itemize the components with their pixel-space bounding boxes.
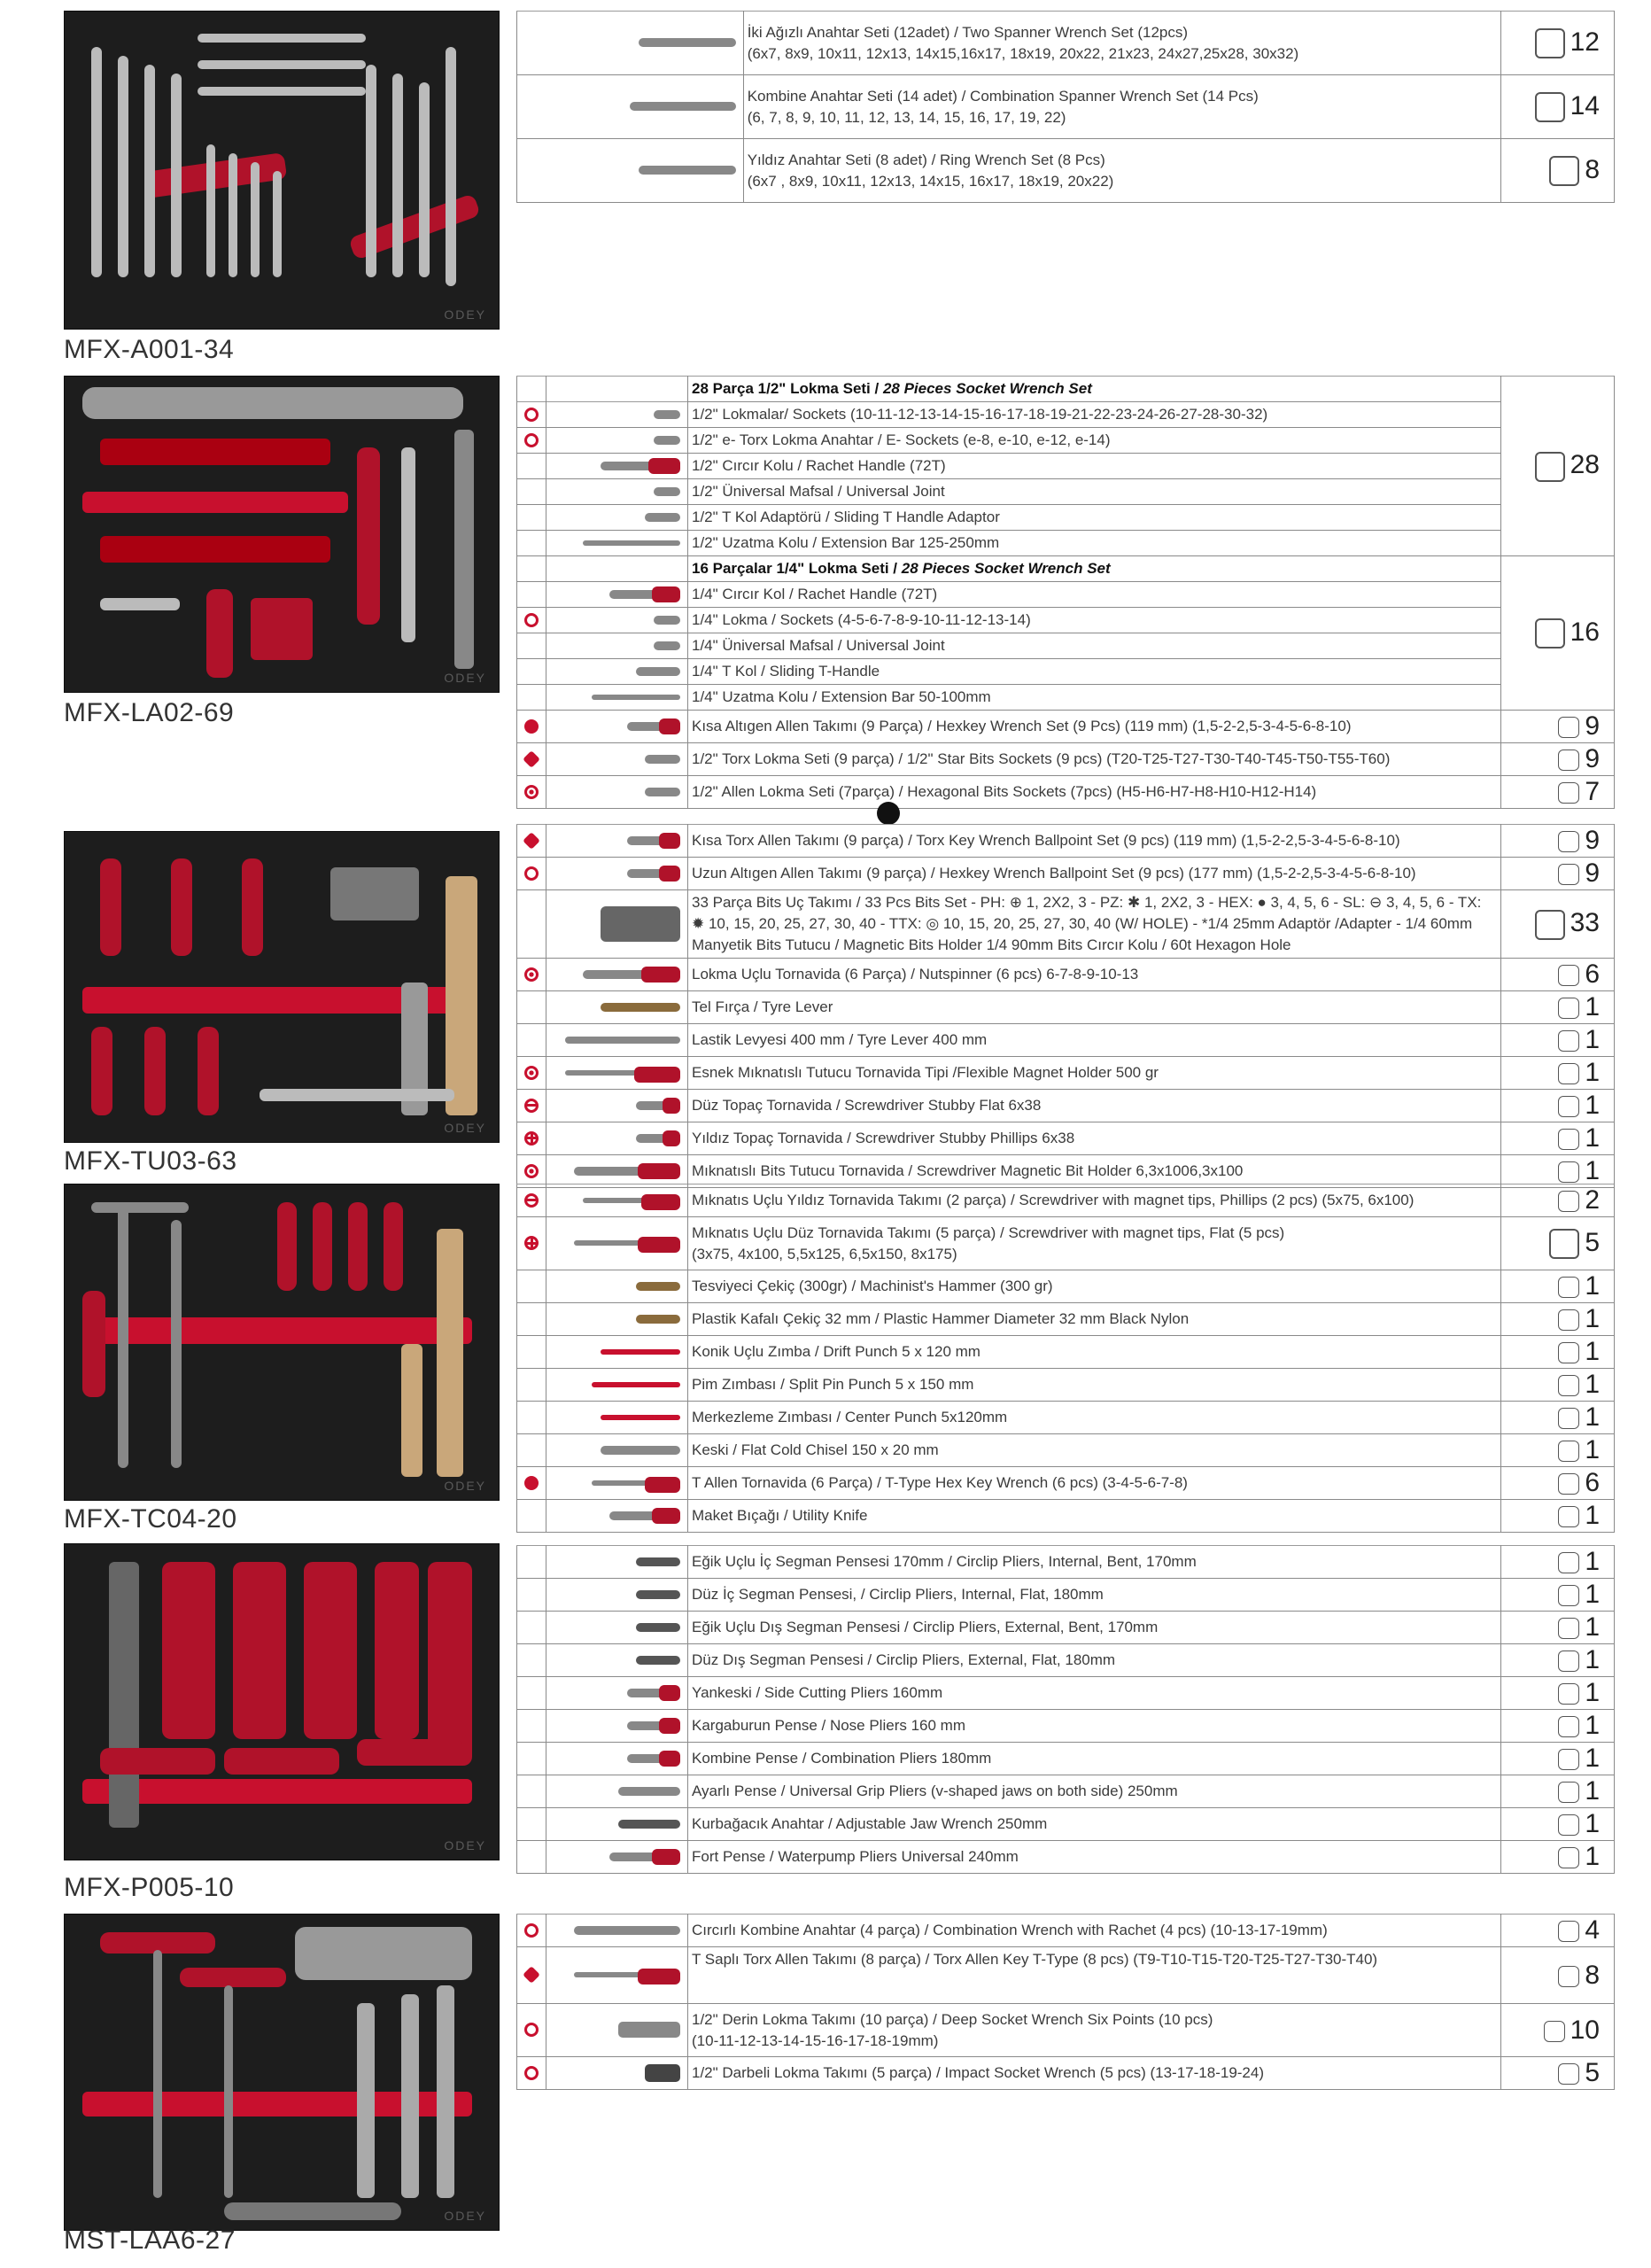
puzzle-icon: [1535, 92, 1565, 122]
tray-photo-punches: [64, 1184, 500, 1501]
puzzle-icon: [1558, 1063, 1579, 1084]
spec-table-sockets: [516, 376, 1615, 809]
table-row: 1/2" e- Torx Lokma Anahtar / E- Sockets (e-8, e-10, e-12, e-14): [517, 428, 1615, 454]
table-row: 1/2" Torx Lokma Seti (9 parça) / 1/2" Star Bits Sockets (9 pcs) (T20-T25-T27-T30-T40-T45-T50-T55-T60) 9: [517, 743, 1615, 776]
puzzle-icon: [1558, 1683, 1579, 1705]
spec-table-screwdrivers: [516, 824, 1615, 1188]
tray-code: MFX-P005-10: [64, 1873, 235, 1902]
puzzle-icon: [1558, 717, 1579, 738]
table-row: 1/2" T Kol Adaptörü / Sliding T Handle Adaptor: [517, 505, 1615, 531]
puzzle-icon: [1558, 1651, 1579, 1672]
table-row: Uzun Altıgen Allen Takımı (9 parça) / Hexkey Wrench Ballpoint Set (9 pcs) (177 mm) (1,5-2-2,5-3-4-5-6-8-10) 9: [517, 858, 1615, 890]
puzzle-icon: [1558, 965, 1579, 986]
puzzle-icon: [1558, 1749, 1579, 1770]
table-row: Konik Uçlu Zımba / Drift Punch 5 x 120 mm 1: [517, 1336, 1615, 1369]
table-row: Plastik Kafalı Çekiç 32 mm / Plastic Hammer Diameter 32 mm Black Nylon 1: [517, 1303, 1615, 1336]
puzzle-icon: [1558, 1342, 1579, 1363]
puzzle-icon: [1558, 1408, 1579, 1429]
table-row: Esnek Mıknatıslı Tutucu Tornavida Tipi /Flexible Magnet Holder 500 gr 1: [517, 1057, 1615, 1090]
table-row: Düz İç Segman Pensesi, / Circlip Pliers, Internal, Flat, 180mm 1: [517, 1579, 1615, 1612]
table-row: Eğik Uçlu Dış Segman Pensesi / Circlip Pliers, External, Bent, 170mm 1: [517, 1612, 1615, 1644]
hex-key-icon: [524, 866, 539, 881]
puzzle-icon: [1558, 864, 1579, 885]
hex-key-icon: [524, 719, 539, 734]
puzzle-icon: [1558, 1129, 1579, 1150]
table-row: 16 Parçalar 1/4" Lokma Seti / 28 Pieces Socket Wrench Set 16: [517, 556, 1615, 582]
puzzle-icon: [1558, 1921, 1579, 1942]
puzzle-icon: [1558, 1473, 1579, 1495]
flat-tip-icon: [524, 1099, 539, 1113]
table-row: Kısa Torx Allen Takımı (9 parça) / Torx Key Wrench Ballpoint Set (9 pcs) (119 mm) (1,5-2-2,5-3-4-5-6-8-10) 9: [517, 825, 1615, 858]
table-row: 1/4" T Kol / Sliding T-Handle: [517, 659, 1615, 685]
spec-table-spanners: [516, 11, 1615, 203]
puzzle-icon: [1558, 1161, 1579, 1183]
table-row: T Saplı Torx Allen Takımı (8 parça) / Torx Allen Key T-Type (8 pcs) (T9-T10-T15-T20-T25-T27-T30-T40) 8: [517, 1947, 1615, 2004]
puzzle-icon: [1558, 1030, 1579, 1052]
table-row: Ayarlı Pense / Universal Grip Pliers (v-shaped jaws on both side) 250mm 1: [517, 1775, 1615, 1808]
table-row: 1/4" Üniversal Mafsal / Universal Joint: [517, 633, 1615, 659]
six-point-socket-icon: [524, 2066, 539, 2080]
tray-photo-sockets: [64, 376, 500, 693]
hex-key-icon: [524, 1476, 539, 1490]
puzzle-icon: [1558, 1375, 1579, 1396]
puzzle-icon: [1535, 910, 1565, 940]
table-row: Yankeski / Side Cutting Pliers 160mm 1: [517, 1677, 1615, 1710]
table-row: 1/2" Derin Lokma Takımı (10 parça) / Deep Socket Wrench Six Points (10 pcs) (10-11-12-13-14-15-16-17-18-19mm) 10: [517, 2004, 1615, 2057]
table-row: 1/2" Darbeli Lokma Takımı (5 parça) / Impact Socket Wrench (5 pcs) (13-17-18-19-24) 5: [517, 2057, 1615, 2090]
table-row: 1/2" Lokmalar/ Sockets (10-11-12-13-14-15-16-17-18-19-21-22-23-24-26-27-28-30-32): [517, 402, 1615, 428]
table-row: Tel Fırça / Tyre Lever 1: [517, 991, 1615, 1024]
table-row: Kombine Anahtar Seti (14 adet) / Combination Spanner Wrench Set (14 Pcs) (6, 7, 8, 9, 10, 11, 12, 13, 14, 15, 16, 17, 19, 22) 14: [517, 75, 1615, 139]
table-row: İki Ağızlı Anahtar Seti (12adet) / Two Spanner Wrench Set (12pcs) (6x7, 8x9, 10x11, 12x13, 14x15,16x17, 18x19, 20x22, 21x23, 24x27,25x28, 30x32) 12: [517, 12, 1615, 75]
tray-photo-pliers: [64, 1543, 500, 1860]
tray-photo-spanners: [64, 11, 500, 330]
table-row: 1/2" Uzatma Kolu / Extension Bar 125-250mm: [517, 531, 1615, 556]
socket-tip-icon: [524, 967, 539, 982]
table-row: 1/2" Allen Lokma Seti (7parça) / Hexagonal Bits Sockets (7pcs) (H5-H6-H7-H8-H10-H12-H14) 7: [517, 776, 1615, 809]
table-row: 33 Parça Bits Uç Takımı / 33 Pcs Bits Set - PH: ⊕ 1, 2X2, 3 - PZ: ✱ 1, 2X2, 3 - HEX: ● 3, 4, 5, 6 - SL: ⊖ 3, 4, 5, 6 - TX: ✹ 10, 15, 20, 25, 27, 30, 40 - TTX: ◎ 10, 15, 20, 25, 27, 30, 40 (W/ HOLE) - *1/4 25mm Adaptör /Adapter - 1/4 60mm Manyetik Bits Tutucu / Magnetic Bits Holder 1/4 90mm Bits Cırcır Kolu / 60t Hexagon Hole 33: [517, 890, 1615, 959]
decorative-dot: [877, 802, 900, 825]
table-row: Yıldız Anahtar Seti (8 adet) / Ring Wrench Set (8 Pcs) (6x7 , 8x9, 10x11, 12x13, 14x15, 16x17, 18x19, 20x22) 8: [517, 139, 1615, 203]
table-row: Maket Bıçağı / Utility Knife 1: [517, 1500, 1615, 1533]
e-torx-icon: [524, 433, 539, 447]
table-row: 1/2" Cırcır Kolu / Rachet Handle (72T): [517, 454, 1615, 479]
brand-logo: ODEY: [444, 1121, 486, 1135]
puzzle-icon: [1558, 1618, 1579, 1639]
puzzle-icon: [1558, 1552, 1579, 1573]
puzzle-icon: [1558, 1966, 1579, 1987]
table-row: Tesviyeci Çekiç (300gr) / Machinist's Hammer (300 gr) 1: [517, 1270, 1615, 1303]
bit-holder-icon: [524, 1164, 539, 1178]
puzzle-icon: [1558, 1191, 1579, 1212]
brand-logo: ODEY: [444, 1479, 486, 1493]
puzzle-icon: [1558, 1096, 1579, 1117]
tray-photo-screwdrivers: [64, 831, 500, 1143]
spec-table-torx-deep: [516, 1914, 1615, 2090]
table-row: Cırcırlı Kombine Anahtar (4 parça) / Combination Wrench with Rachet (4 pcs) (10-13-17-19mm) 4: [517, 1915, 1615, 1947]
puzzle-icon: [1535, 452, 1565, 482]
brand-logo: ODEY: [444, 2209, 486, 2223]
table-row: Keski / Flat Cold Chisel 150 x 20 mm 1: [517, 1434, 1615, 1467]
table-row: Kısa Altıgen Allen Takımı (9 Parça) / Hexkey Wrench Set (9 Pcs) (119 mm) (1,5-2-2,5-3-4-5-6-8-10) 9: [517, 711, 1615, 743]
tray-code: MFX-TU03-63: [64, 1146, 237, 1176]
puzzle-icon: [1558, 1309, 1579, 1331]
table-row: Kurbağacık Anahtar / Adjustable Jaw Wrench 250mm 1: [517, 1808, 1615, 1841]
brand-logo: ODEY: [444, 1838, 486, 1852]
six-point-socket-icon: [524, 2023, 539, 2037]
puzzle-icon: [1544, 2021, 1565, 2042]
tray-code: MFX-TC04-20: [64, 1504, 237, 1534]
puzzle-icon: [1558, 1847, 1579, 1868]
six-point-socket-icon: [524, 1923, 539, 1938]
tray-photo-torx-deep: [64, 1914, 500, 2231]
table-row: Lastik Levyesi 400 mm / Tyre Lever 400 mm 1: [517, 1024, 1615, 1057]
torx-star-icon: [523, 832, 540, 850]
puzzle-icon: [1558, 782, 1579, 804]
phillips-tip-icon: [524, 1236, 539, 1250]
six-point-socket-icon: [524, 408, 539, 422]
torx-star-icon: [523, 1966, 540, 1984]
puzzle-icon: [1558, 831, 1579, 852]
puzzle-icon: [1558, 1782, 1579, 1803]
table-row: Düz Topaç Tornavida / Screwdriver Stubby Flat 6x38 1: [517, 1090, 1615, 1122]
table-row: Eğik Uçlu İç Segman Pensesi 170mm / Circlip Pliers, Internal, Bent, 170mm 1: [517, 1546, 1615, 1579]
table-row: Pim Zımbası / Split Pin Punch 5 x 150 mm 1: [517, 1369, 1615, 1402]
table-row: 1/4" Lokma / Sockets (4-5-6-7-8-9-10-11-12-13-14): [517, 608, 1615, 633]
brand-logo: ODEY: [444, 671, 486, 685]
puzzle-icon: [1558, 1277, 1579, 1298]
table-row: 28 Parça 1/2" Lokma Seti / 28 Pieces Socket Wrench Set 28: [517, 377, 1615, 402]
spec-table-pliers: [516, 1545, 1615, 1874]
table-row: 1/4" Uzatma Kolu / Extension Bar 50-100mm: [517, 685, 1615, 711]
puzzle-icon: [1558, 998, 1579, 1019]
spec-table-punches: [516, 1184, 1615, 1533]
puzzle-icon: [1549, 156, 1579, 186]
table-row: Mıknatıs Uçlu Yıldız Tornavida Takımı (2 parça) / Screwdriver with magnet tips, Phillips (2 pcs) (5x75, 6x100) 2: [517, 1184, 1615, 1217]
flat-tip-icon: [524, 1193, 539, 1208]
tray-code: MFX-A001-34: [64, 335, 235, 364]
puzzle-icon: [1535, 28, 1565, 58]
torx-star-icon: [523, 750, 540, 768]
table-row: Kargaburun Pense / Nose Pliers 160 mm 1: [517, 1710, 1615, 1743]
six-point-socket-icon: [524, 613, 539, 627]
table-row: Mıknatıs Uçlu Düz Tornavida Takımı (5 parça) / Screwdriver with magnet tips, Flat (5 pcs) (3x75, 4x100, 5,5x125, 6,5x150, 8x175) 5: [517, 1217, 1615, 1270]
table-row: Yıldız Topaç Tornavida / Screwdriver Stubby Phillips 6x38 1: [517, 1122, 1615, 1155]
hex-bit-icon: [524, 785, 539, 799]
puzzle-icon: [1558, 1506, 1579, 1527]
table-row: Düz Dış Segman Pensesi / Circlip Pliers, External, Flat, 180mm 1: [517, 1644, 1615, 1677]
puzzle-icon: [1549, 1229, 1579, 1259]
table-row: Mıknatıslı Bits Tutucu Tornavida / Screwdriver Magnetic Bit Holder 6,3x1006,3x100 1: [517, 1155, 1615, 1188]
puzzle-icon: [1535, 618, 1565, 649]
phillips-tip-icon: [524, 1131, 539, 1146]
brand-logo: ODEY: [444, 307, 486, 322]
puzzle-icon: [1558, 1585, 1579, 1606]
magnet-tip-icon: [524, 1066, 539, 1080]
puzzle-icon: [1558, 750, 1579, 771]
table-row: Lokma Uçlu Tornavida (6 Parça) / Nutspinner (6 pcs) 6-7-8-9-10-13 6: [517, 959, 1615, 991]
table-row: 1/4" Cırcır Kol / Rachet Handle (72T): [517, 582, 1615, 608]
table-row: T Allen Tornavida (6 Parça) / T-Type Hex Key Wrench (6 pcs) (3-4-5-6-7-8) 6: [517, 1467, 1615, 1500]
puzzle-icon: [1558, 2063, 1579, 2085]
table-row: Kombine Pense / Combination Pliers 180mm 1: [517, 1743, 1615, 1775]
tray-code: MST-LAA6-27: [64, 2225, 236, 2255]
puzzle-icon: [1558, 1441, 1579, 1462]
puzzle-icon: [1558, 1716, 1579, 1737]
tray-code: MFX-LA02-69: [64, 698, 235, 727]
puzzle-icon: [1558, 1814, 1579, 1836]
table-row: 1/2" Üniversal Mafsal / Universal Joint: [517, 479, 1615, 505]
table-row: Fort Pense / Waterpump Pliers Universal 240mm 1: [517, 1841, 1615, 1874]
table-row: Merkezleme Zımbası / Center Punch 5x120mm 1: [517, 1402, 1615, 1434]
